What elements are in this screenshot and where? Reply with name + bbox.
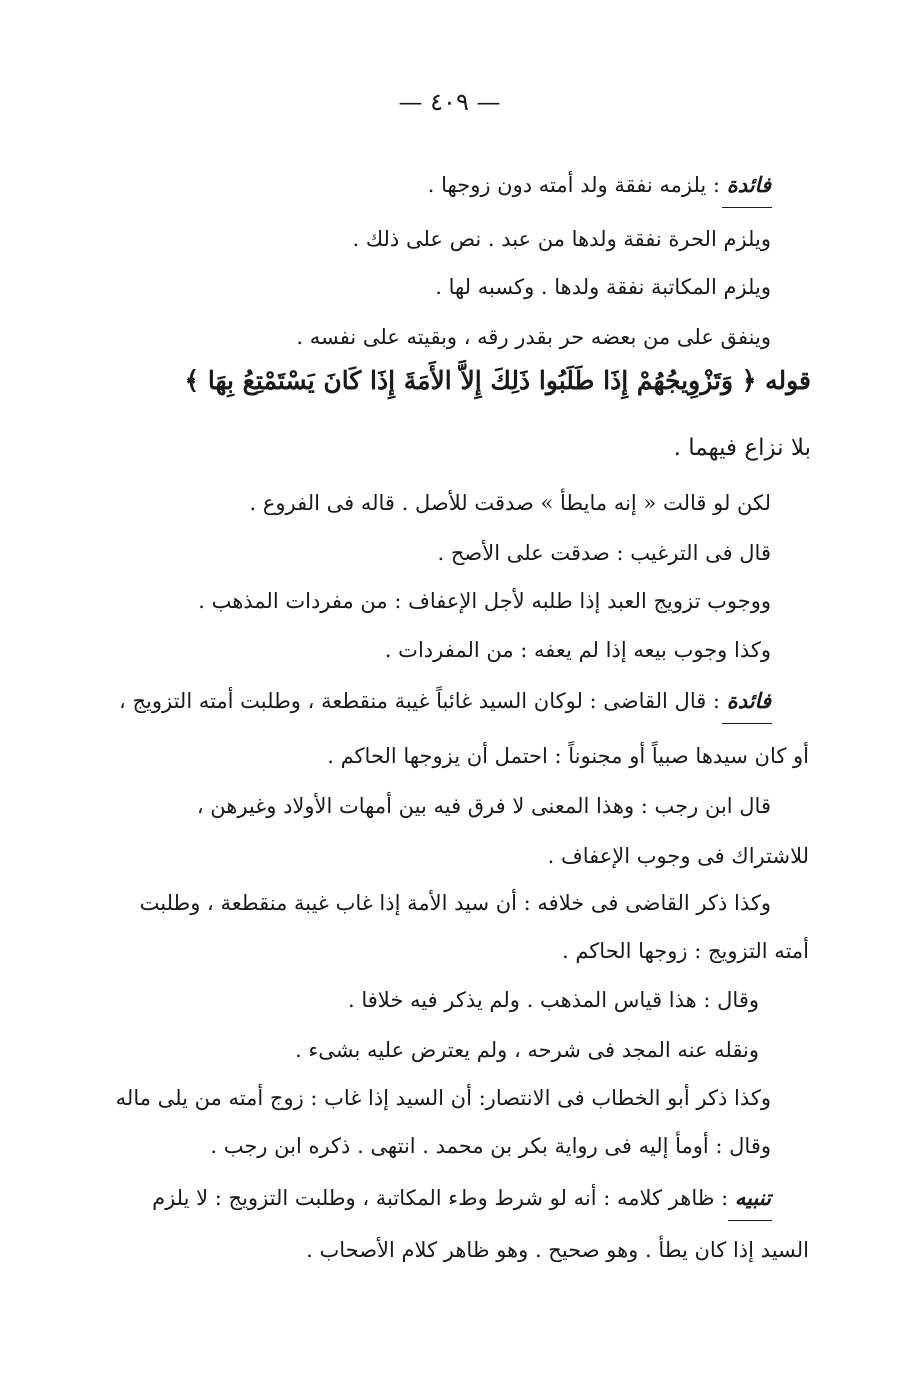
text-line bbox=[562, 936, 809, 966]
line-lead: تنبيه bbox=[734, 1185, 771, 1210]
underline-rule bbox=[722, 207, 772, 208]
line-text: قال ابن رجب : وهذا المعنى لا فرق فيه بين أمهات الأولاد وغيرهن ، bbox=[196, 794, 771, 818]
text-line bbox=[152, 1183, 771, 1213]
underline-rule bbox=[728, 1220, 772, 1221]
line-text: قال فى الترغيب : صدقت على الأصح . bbox=[437, 541, 771, 565]
text-line bbox=[327, 741, 809, 771]
text-line bbox=[437, 538, 771, 568]
line-text: وكذا وجوب بيعه إذا لم يعفه : من المفردات . bbox=[384, 638, 771, 662]
text-line bbox=[674, 433, 811, 463]
quran-verse: ﴿ وَتَزْوِيجُهُمْ إِذَا طَلَبُوا ذَلِكَ إِلاَّ الأَمَةَ إِذَا كَانَ يَسْتَمْتِعُ بِهَا ﴾ bbox=[184, 366, 766, 395]
line-lead: قوله bbox=[765, 366, 811, 395]
line-text: للاشتراك فى وجوب الإعفاف . bbox=[547, 844, 809, 868]
text-line bbox=[548, 841, 809, 871]
line-text: ويلزم المكاتبة نفقة ولدها . وكسبه لها . bbox=[435, 275, 771, 299]
line-lead: فائدة bbox=[726, 172, 771, 197]
underline-rule bbox=[722, 723, 772, 724]
line-lead: فائدة bbox=[726, 688, 771, 713]
line-text: ويلزم الحرة نفقة ولدها من عبد . نص على ذلك . bbox=[352, 227, 771, 251]
line-text: السيد إذا كان يطأ . وهو صحيح . وهو ظاهر كلام الأصحاب . bbox=[306, 1238, 809, 1262]
line-text: أو كان سيدها صبياً أو مجنوناً : احتمل أن يزوجها الحاكم . bbox=[327, 744, 809, 768]
text-line bbox=[198, 586, 771, 616]
text-line bbox=[197, 791, 771, 821]
text-line bbox=[210, 1131, 771, 1161]
text-line bbox=[435, 272, 771, 302]
text-line bbox=[385, 635, 771, 665]
quran-line bbox=[184, 366, 811, 396]
line-text: : يلزمه نفقة ولد أمته دون زوجها . bbox=[427, 173, 727, 197]
line-text: وكذا ذكر أبو الخطاب فى الانتصار: أن السيد إذا غاب : زوج أمته من يلى ماله bbox=[115, 1086, 771, 1110]
text-line bbox=[306, 1235, 809, 1265]
line-text: لكن لو قالت « إنه مايطأ » صدقت للأصل . قاله فى الفروع . bbox=[249, 491, 771, 515]
line-text: ووجوب تزويج العبد إذا طلبه لأجل الإعفاف : من مفردات المذهب . bbox=[198, 589, 771, 613]
text-line bbox=[296, 322, 771, 352]
line-text: وكذا ذكر القاضى فى خلافه : أن سيد الأمة إذا غاب غيبة منقطعة ، وطلبت bbox=[139, 891, 771, 915]
line-text: أمته التزويج : زوجها الحاكم . bbox=[561, 939, 809, 963]
line-text: بلا نزاع فيهما . bbox=[673, 435, 811, 461]
text-line bbox=[119, 686, 771, 716]
line-text: وينفق على من بعضه حر بقدر رقه ، وبقيته على نفسه . bbox=[296, 325, 771, 349]
line-text: : ظاهر كلامه : أنه لو شرط وطء المكاتبة ، وطلبت التزويج : لا يلزم bbox=[152, 1186, 735, 1210]
text-line bbox=[352, 224, 771, 254]
text-line bbox=[428, 170, 771, 200]
line-text: : قال القاضى : لوكان السيد غائباً غيبة منقطعة ، وطلبت أمته التزويج ، bbox=[119, 689, 727, 713]
page-number: — ٤٠٩ — bbox=[398, 88, 501, 116]
line-text: وقال : هذا قياس المذهب . ولم يذكر فيه خلافا . bbox=[348, 988, 759, 1012]
text-line bbox=[140, 888, 771, 918]
text-line bbox=[250, 488, 772, 518]
line-text: ونقله عنه المجد فى شرحه ، ولم يعترض عليه بشىء . bbox=[295, 1038, 759, 1062]
text-line bbox=[116, 1083, 771, 1113]
text-line bbox=[348, 985, 759, 1015]
text-line bbox=[295, 1035, 759, 1065]
line-text: وقال : أومأ إليه فى رواية بكر بن محمد . انتهى . ذكره ابن رجب . bbox=[210, 1134, 771, 1158]
